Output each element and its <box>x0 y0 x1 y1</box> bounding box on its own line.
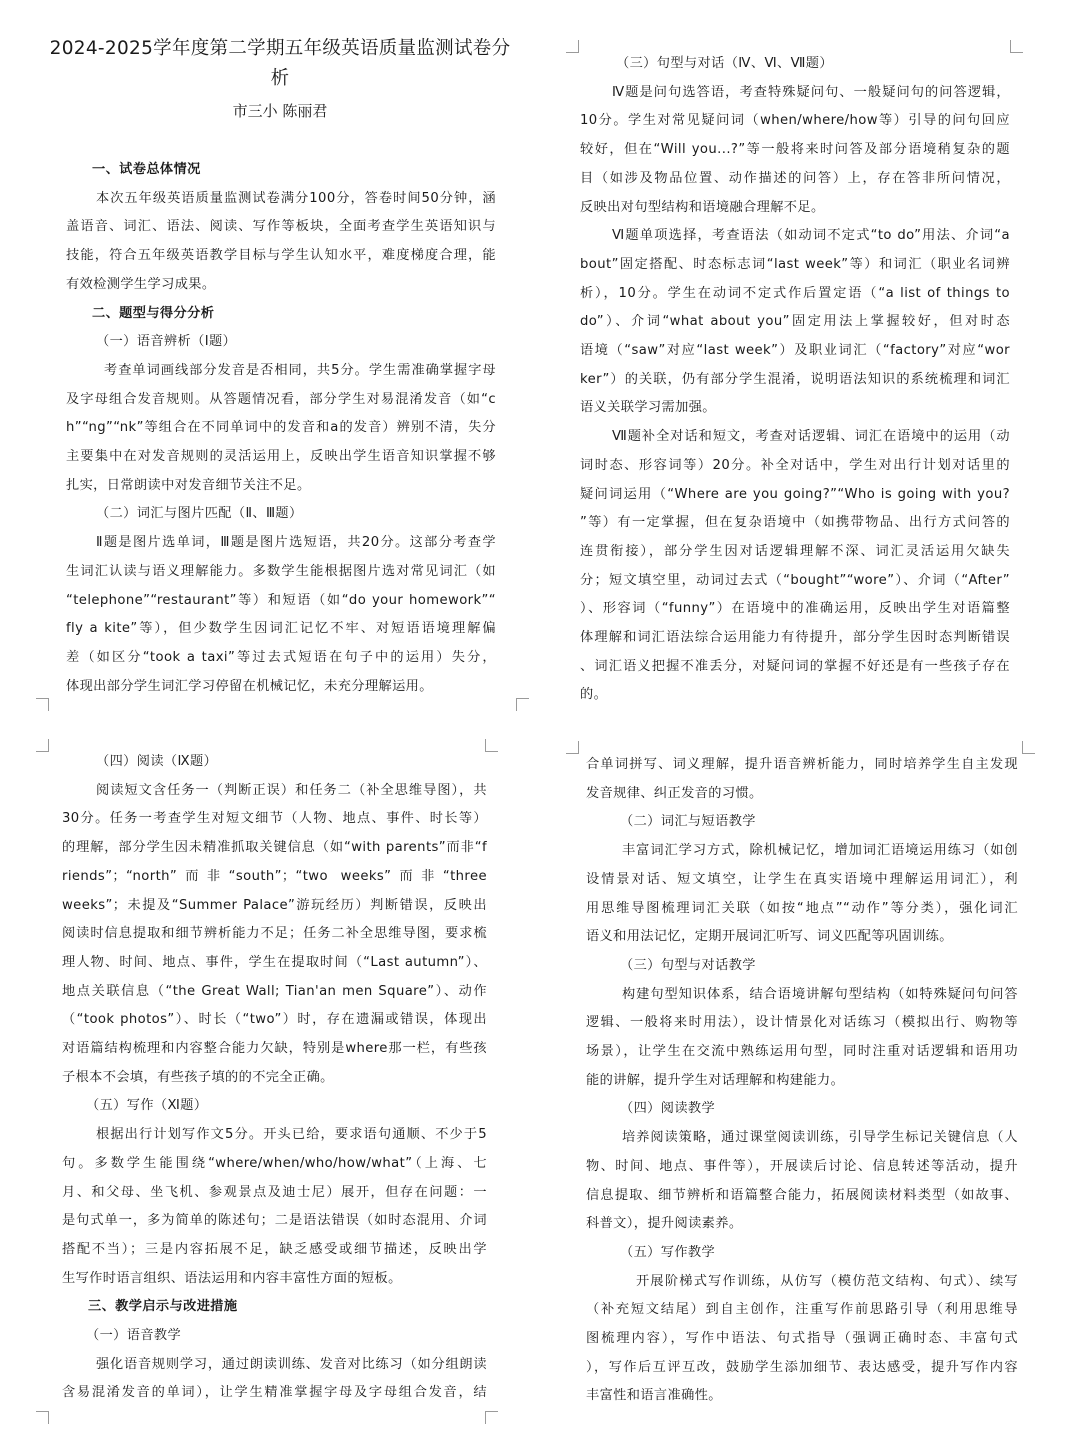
text-line: 子根本不会填，有些孩子填的的不完全正确。 <box>62 1069 334 1085</box>
page-1 <box>30 30 530 710</box>
text-line: （“took photos”）、时长（“two”）时，存在遗漏或错误，体现出 <box>62 1012 487 1028</box>
text-line: 开展阶梯式写作训练，从仿写（模仿范文结构、句式）、续写 <box>636 1273 1018 1289</box>
text-line: 析），10分。学生在动词不定式作后置定语（“a list of things to <box>580 285 1010 301</box>
page-2 <box>560 40 1040 710</box>
section-heading: 二、题型与得分分析 <box>92 305 215 321</box>
text-line: 根据出行计划写作文5分。开头已给，要求语句通顺、不少于5 <box>96 1127 487 1143</box>
text-line: 分；短文填空里，动词过去式（“bought”“wore”）、介词（“After” <box>580 572 1010 588</box>
text-line: 反映出对句型结构和语境融合理解不足。 <box>580 199 825 215</box>
text-line: Ⅵ题单项选择，考查语法（如动词不定式“to do”用法、介词“a <box>612 228 1010 244</box>
text-line: 阅读时信息提取和细节辨析能力不足；任务二补全思维导图，要求梳 <box>62 926 487 942</box>
text-line: 图梳理内容），写作中语法、句式指导（强调正确时态、丰富句式 <box>586 1331 1018 1346</box>
text-line: 培养阅读策略，通过课堂阅读训练，引导学生标记关键信息（人 <box>622 1130 1018 1146</box>
text-line: ），写作后互评互改，鼓励学生添加细节、表达感受，提升写作内容 <box>586 1359 1018 1375</box>
text-line: 的理解，部分学生因未精准抓取关键信息（如“with parents”而非“f <box>62 840 487 856</box>
text-line: 合单词拼写、词义理解，提升语音辨析能力，同时培养学生自主发现 <box>586 757 1018 772</box>
text-line: 地点关联信息（“the Great Wall; Tian'an men Square”）、动作 <box>62 983 487 999</box>
text-line: 能的讲解，提升学生对话理解和构建能力。 <box>586 1072 845 1088</box>
text-line: 物、时间、地点、事件等），开展读后讨论、信息转述等活动，提升 <box>586 1158 1018 1174</box>
section-heading: 一、试卷总体情况 <box>92 162 201 177</box>
text-line: 场景），让学生在交流中熟练运用句型，同时注重对话逻辑和语用功 <box>586 1044 1018 1059</box>
crop-mark <box>36 698 49 711</box>
text-line: 丰富性和语言准确性。 <box>586 1388 722 1404</box>
text-line: 的。 <box>580 687 608 703</box>
text-line: （一）语音辨析（Ⅰ题） <box>96 334 237 350</box>
text-line: bout”固定搭配、时态标志词“last week”等）和词汇（职业名词辨 <box>580 256 1010 272</box>
text-line: （二）词汇与图片匹配（Ⅱ、Ⅲ题） <box>96 506 303 522</box>
text-line: ）、形容词（“funny”）在语境中的准确运用，反映出学生对语篇整 <box>580 601 1010 617</box>
crop-mark <box>485 1411 498 1424</box>
text-line: ”等）有一定掌握，但在复杂语境中（如携带物品、出行方式问答的 <box>580 515 1010 531</box>
text-line: do”）、介词“what about you”固定用法上掌握较好，但对时态 <box>580 314 1010 330</box>
text-line: h”“ng”“nk”等组合在不同单词中的发音和a的发音）辨别不清，失分 <box>66 420 496 436</box>
text-line: 考查单词画线部分发音是否相同，共5分。学生需准确掌握字母 <box>104 362 496 378</box>
text-line: 用思维导图梳理词汇关联（如按“地点”“动作”等分类），强化词汇 <box>586 900 1018 916</box>
text-line: ker”）的关联，仍有部分学生混淆，说明语法知识的系统梳理和词汇 <box>580 371 1010 387</box>
text-line: 科普文），提升阅读素养。 <box>586 1216 743 1232</box>
text-line: 连贯衔接），部分学生因对话逻辑理解不深、词汇灵活运用欠缺失 <box>580 543 1010 559</box>
text-line: 设情景对话、短文填空，让学生在真实语境中理解运用词汇），利 <box>586 871 1018 887</box>
text-line: （三）句型与对话教学 <box>620 957 756 973</box>
text-line: 信息提取、细节辨析和语篇整合能力，拓展阅读材料类型（如故事、 <box>586 1187 1018 1203</box>
text-line: 较好，但在“Will you...?”等一般将来时问答及部分语境稍复杂的题 <box>580 142 1010 158</box>
text-line: 强化语音规则学习，通过朗读训练、发音对比练习（如分组朗读 <box>96 1356 487 1372</box>
crop-mark <box>516 698 529 711</box>
text-line: 生词汇认读与语义理解能力。多数学生能根据图片选对常见词汇（如 <box>66 563 496 579</box>
crop-mark <box>566 741 579 754</box>
author-line: 市三小 陈丽君 <box>232 102 328 120</box>
text-line: （四）阅读教学 <box>620 1101 716 1117</box>
page-4 <box>560 735 1050 1425</box>
text-line: 技能，符合五年级英语教学目标与学生认知水平，难度梯度合理，能 <box>66 248 496 264</box>
text-line: riends”；“north”而非“south”；“two weeks”而非“three <box>62 868 487 884</box>
text-line: 体理解和词汇语法综合运用能力有待提升，部分学生因时态判断错误 <box>580 630 1010 645</box>
text-line: 差（如区分“took a taxi”等过去式短语在句子中的运用）失分， <box>66 649 496 665</box>
page-3 <box>30 735 530 1425</box>
text-line: （二）词汇与短语教学 <box>620 814 756 830</box>
crop-mark <box>36 1411 49 1424</box>
text-line: Ⅱ题是图片选单词，Ⅲ题是图片选短语，共20分。这部分考查学 <box>96 535 496 551</box>
document-title-line-2: 析 <box>270 68 290 89</box>
text-line: fly a kite”等），但少数学生因词汇记忆不牢、对短语语境理解偏 <box>66 621 496 637</box>
text-line: 扎实，日常朗读中对发音细节关注不足。 <box>66 477 311 493</box>
crop-mark <box>485 739 498 752</box>
text-line: （三）句型与对话（Ⅳ、Ⅵ、Ⅶ题） <box>616 56 833 71</box>
text-line: weeks”；未提及“Summer Palace”游玩经历）判断错误，反映出 <box>62 897 487 913</box>
text-line: “telephone”“restaurant”等）和短语（如“do your homework”“ <box>66 592 496 608</box>
text-line: Ⅳ题是问句选答语，考查特殊疑问句、一般疑问句的问答逻辑， <box>612 84 1010 100</box>
text-line: 盖语音、词汇、语法、阅读、写作等板块，全面考查学生英语知识与 <box>66 219 496 235</box>
text-line: 30分。任务一考查学生对短文细节（人物、地点、事件、时长等） <box>62 811 487 827</box>
text-line: 体现出部分学生词汇学习停留在机械记忆，未充分理解运用。 <box>66 678 433 694</box>
text-line: 有效检测学生学习成果。 <box>66 276 216 292</box>
text-line: 10分。学生对常见疑问词（when/where/how等）引导的问句回应 <box>580 113 1010 129</box>
text-line: 、词汇语义把握不准丢分，对疑问词的掌握不好还是有一些孩子存在 <box>580 658 1010 674</box>
text-line: （五）写作（Ⅺ题） <box>86 1098 208 1114</box>
text-line: 逻辑、一般将来时用法），设计情景化对话练习（模拟出行、购物等 <box>586 1015 1018 1031</box>
document-title-line-1: 2024-2025学年度第二学期五年级英语质量监测试卷分 <box>49 38 511 59</box>
text-line: （四）阅读（Ⅸ题） <box>96 754 218 769</box>
text-line: 及字母组合发音规则。从答题情况看，部分学生对易混淆发音（如“c <box>66 391 496 407</box>
text-line: 阅读短文含任务一（判断正误）和任务二（补全思维导图），共 <box>96 782 487 798</box>
crop-mark <box>36 739 49 752</box>
section-heading: 三、教学启示与改进措施 <box>88 1299 238 1315</box>
text-line: 句。多数学生能围绕“where/when/who/how/what”（上海、七 <box>62 1155 487 1171</box>
text-line: 丰富词汇学习方式，除机械记忆，增加词汇语境运用练习（如创 <box>622 843 1018 859</box>
text-line: （补充短文结尾）到自主创作，注重写作前思路引导（利用思维导 <box>586 1302 1018 1318</box>
text-line: 构建句型知识体系，结合语境讲解句型结构（如特殊疑问句问答 <box>622 986 1018 1002</box>
text-line: 生写作时语言组织、语法运用和内容丰富性方面的短板。 <box>62 1270 402 1286</box>
crop-mark <box>1010 40 1023 53</box>
text-line: （一）语音教学 <box>86 1328 182 1343</box>
text-line: 对语篇结构梳理和内容整合能力欠缺，特别是where那一栏，有些孩 <box>62 1041 487 1056</box>
text-line: 月、和父母、坐飞机、参观景点及迪士尼）展开，但存在问题：一 <box>62 1184 487 1200</box>
text-line: 目（如涉及物品位置、动作描述的问答）上，存在答非所问情况， <box>580 170 1010 186</box>
text-line: 发音规律、纠正发音的习惯。 <box>586 785 763 801</box>
text-line: 语义和用法记忆，定期开展词汇听写、词义匹配等巩固训练。 <box>586 929 953 945</box>
text-line: 本次五年级英语质量监测试卷满分100分，答卷时间50分钟，涵 <box>96 190 496 206</box>
text-line: 词时态、形容词等）20分。补全对话中，学生对出行计划对话里的 <box>580 457 1010 473</box>
crop-mark <box>1022 741 1035 754</box>
text-line: 语境（“saw”对应“last week”）及职业词汇（“factory”对应“wor <box>580 343 1010 358</box>
text-line: 是句式单一，多为简单的陈述句；二是语法错误（如时态混用、介词 <box>62 1213 487 1229</box>
text-line: 语义关联学习需加强。 <box>580 400 716 416</box>
text-line: 理人物、时间、地点、事件，学生在提取时间（“Last autumn”）、 <box>62 954 487 970</box>
text-line: （五）写作教学 <box>620 1244 716 1260</box>
crop-mark <box>566 40 579 53</box>
text-line: Ⅶ题补全对话和短文，考查对话逻辑、词汇在语境中的运用（动 <box>612 429 1010 445</box>
text-line: 主要集中在对发音规则的灵活运用上，反映出学生语音知识掌握不够 <box>66 449 496 464</box>
text-line: 含易混淆发音的单词），让学生精准掌握字母及字母组合发音，结 <box>62 1385 487 1401</box>
text-line: 搭配不当）；三是内容拓展不足，缺乏感受或细节描述，反映出学 <box>62 1241 487 1257</box>
text-line: 疑问词运用（“Where are you going?”“Who is going with you? <box>580 486 1010 502</box>
